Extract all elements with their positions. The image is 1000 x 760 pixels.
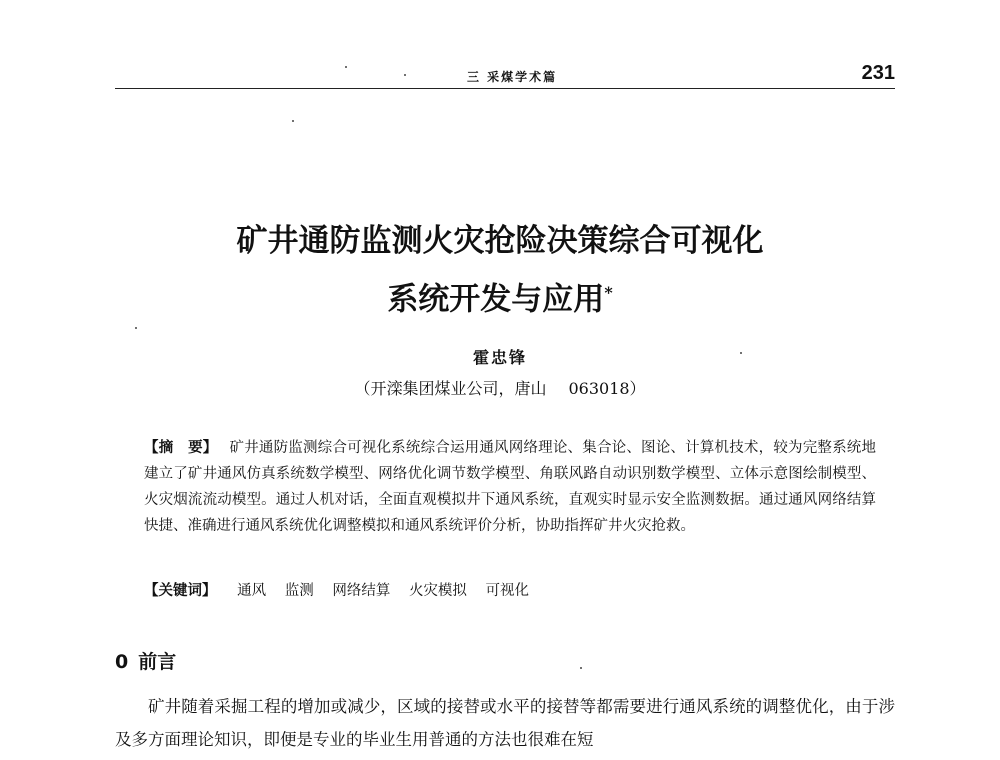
- body-paragraph: 矿井随着采掘工程的增加或减少，区域的接替或水平的接替等都需要进行通风系统的调整优化，由于涉及多方面理论知识，即便是专业的毕业生用普通的方法也很难在短: [115, 697, 895, 749]
- keyword-item: 可视化: [485, 583, 530, 599]
- scan-speck: [580, 667, 582, 669]
- keyword-item: 火灾模拟: [408, 583, 467, 599]
- author-affiliation: [0, 376, 1000, 399]
- paper-title: [0, 215, 1000, 325]
- abstract: [144, 435, 876, 539]
- keyword-item: 监测: [284, 583, 314, 599]
- scan-speck: [404, 74, 406, 76]
- abstract-text: 矿井通防监测综合可视化系统综合运用通风网络理论、集合论、图论、计算机技术，较为完整系统地建立了矿井通风仿真系统数学模型、网络优化调节数学模型、角联风路自动识别数学模型、立体示意图绘制模型、火灾烟流流动模型。通过人机对话，全面直观模拟井下通风系统，直观实时显示安全监测数据。通过通风网络结算快捷、准确进行通风系统优化调整模拟和通风系统评价分析，协助指挥矿井火灾抢救。: [144, 440, 877, 534]
- keywords: [144, 578, 876, 604]
- affiliation-org: 开滦集团煤业公司，唐山: [370, 379, 547, 398]
- keywords-label: 【关键词】: [144, 583, 217, 599]
- affiliation-close-paren: ）: [629, 379, 646, 398]
- page-number: 231: [861, 62, 895, 84]
- header-rule: [115, 88, 895, 89]
- scan-speck: [740, 352, 742, 354]
- abstract-label: 【摘 要】: [144, 440, 218, 456]
- title-line-2-text: 系统开发与应用: [387, 281, 605, 318]
- section-heading: [115, 647, 176, 674]
- author-name: 霍忠锋: [472, 348, 527, 367]
- running-header-section: 三 采煤学术篇: [467, 70, 558, 84]
- scan-speck: [135, 327, 137, 329]
- keyword-item: 网络结算: [332, 583, 391, 599]
- keyword-item: 通风: [237, 583, 267, 599]
- scan-speck: [292, 120, 294, 122]
- section-number: 0: [115, 651, 129, 673]
- affiliation-open-paren: （: [354, 379, 371, 398]
- title-footnote-mark: *: [604, 283, 613, 302]
- scan-speck: [345, 66, 347, 68]
- affiliation-postcode: 063018: [568, 379, 630, 398]
- section-title: 前言: [138, 651, 177, 673]
- running-header: [115, 62, 895, 90]
- title-line-1: 矿井通防监测火灾抢险决策综合可视化: [236, 223, 764, 259]
- title-line-2: [0, 267, 1000, 325]
